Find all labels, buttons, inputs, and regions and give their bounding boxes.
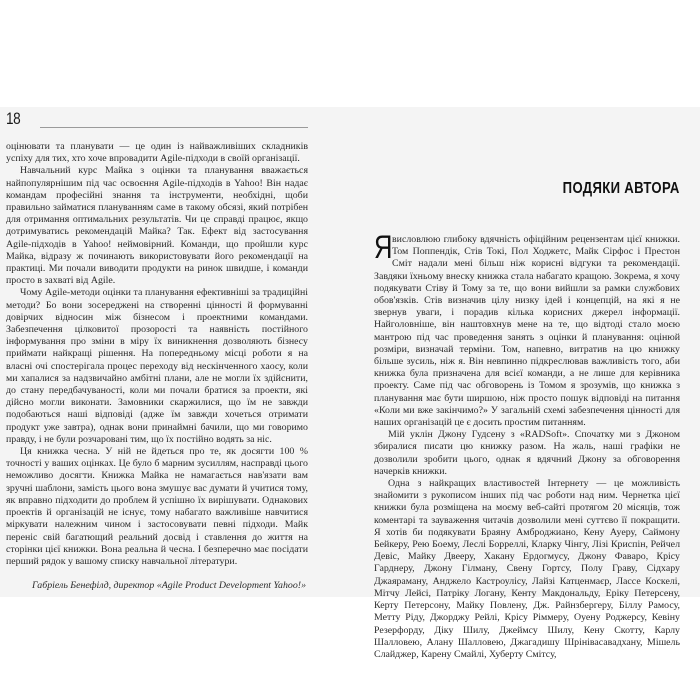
- left-page: [0, 107, 350, 597]
- paragraph: Одна з найкращих властивостей Інтернету — це можливість знайомити з рукописом інших під час роботи над ним. Чернетка цієї книжки була розміщена на моєму веб-сайті протягом 20 місяців, тож коментарі та зауваження читачів дозволили мені суттєво її покращити. Я хотів би подякувати Браяну Амброджиано, Кену Ауеру, Саймону Бейкеру, Рею Боему, Леслі Борреллі, Кларку Чінгу, Лізі Криспін, Рейчел Девіс, Майку Двееру, Хакану Ердогмусу, Джону Фаваро, Крісу Гарднеру, Джону Гілману, Свену Гортсу, Полу Граву, Сідхару Джаярaману, Анджело Кастроулісу, Лайзі Катценмаєр, Лассе Коскелі, Мітчу Лейсі, Патріку Логану, Кенту Макдональду, Еріку Петерсену, Керту Петерсону, Майку Повлену, Дж. Райнзбергеру, Біллу Рамосу, Метту Ріду, Джорджу Рейлі, Крісу Ріммеру, Оуену Роджерсу, Кевіну Резерфорду, Діку Шилу, Джеймсу Шилу, Кену Скотту, Карлу Шалловею, Алану Шалловею, Джагадишу Шрінівасавадхану, Мішель Слайджер, Карену Смайлі, Хуберту Смітсу,: [374, 478, 680, 660]
- paragraph: Чому Agile-методи оцінки та планування ефективніші за традиційні методи? Бо вони зосереджені на створенні цінності й формуванні довірчих відносин між бізнесом і проектними командами. Забезпечення цілковитої прозорості та наявність постійного інформування про зміни в міру їх виникнення дозволяють бізнесу приймати найкращі рішення. На попередньому місці роботи я на власні очі спостерігала процес переходу від нескінченного хаосу, коли ми хапалися за надзвичайно амбітні плани, але не могли їх здійснити, до стану передбачуваності, коли ми почали братися за проекти, які дійсно могли виконати. Замовники скаржилися, що їм не завжди подобаються наші відповіді (адже їм завжди хочеться отримати продукт уже завтра), однак вони принаймні бачили, що ми говоримо правду, і не були розчаровані тим, що їх постійно водять за ніс.: [6, 287, 308, 445]
- book-spread: [0, 107, 700, 660]
- paragraph-text: висловлюю глибоку вдячність офіційним рецензентам цієї книжки. Том Поппендік, Стів Токі, Пол Ходжетс, Майк Сірфос і Престон Сміт надали мені більш ніж корисні відгуки та рекомендації. Завдяки їхньому внеску книжка стала набагато кращою. Зокрема, я хочу подякувати Стіву й Тому за те, що вони вийшли за рамки службових обов'язків. Стів визначив цілу низку ідей і концепцій, на які я не звернув уваги, і порадив кілька корисних джерел інформації. Найголовніше, він наштовхнув мене на те, що відтоді стало моєю мантрою під час проведення занять з оцінки й планування: оцінюй розміри, визначай терміни. Том, напевно, витратив на цю книжку більше зусиль, ніж я. Він невпинно підкреслював важливість того, аби книжка була призначена для всієї команди, а не лише для керівника проекту. Саме під час обговорень із Томом я зрозумів, що книжка з планування має бути ширшою, ніж просто пошук відповіді на питання «Коли ми вже закінчимо?» У загальній схемі забезпечення цінності для наших організацій це є досить простим питанням.: [374, 234, 680, 429]
- paragraph: [374, 229, 680, 429]
- header-rule: [40, 127, 308, 128]
- paragraph: Мій уклін Джону Гудсену з «RADSoft». Спочатку ми з Джоном збиралися писати цю книжку разом. На жаль, наші графіки не дозволили зробити цього, однак я вдячний Джону за обговорення начерків книжки.: [374, 429, 680, 477]
- right-page: [350, 107, 700, 660]
- paragraph: Ця книжка чесна. У ній не йдеться про те, як досягти 100 % точності у ваших оцінках. Це було б марним зусиллям, насправді цього неможливо досягти. Книжка Майка не намагається нав'язати вам зручні шаблони, замість цього вона змушує вас думати й учитися тому, як вправно підходити до проблем й успішно їх вирішувати. Однакових проектів й організацій не існує, тому набагато важливіше навчитися міркувати належним чином і застосовувати певні підходи. Майк переніс свій багатющий реальний досвід і ставлення до життя на сторінки цієї книжки. Вона реальна й чесна. І безперечно має посідати перший рядок у вашому списку навчальної літератури.: [6, 446, 308, 567]
- paragraph: Навчальний курс Майка з оцінки та планування вважається найпопулярнішим під час освоєння Agile-підходів в Yahoo! Він надає командам професійні знання та інструменти, необхідні, щоби правильно займатися плануванням саме в такому обсязі, який потрібен для отримання оптимальних результатів. Чи це справді працює, якщо дотримуватись рекомендацій Майка? Так. Ефект від застосування Agile-підходів в Yahoo! неймовірний. Команди, що пройшли курс Майка, відразу ж починають використовувати його рекомендації на практиці. Ми почали виводити продукти на ринок швидше, і команди просто в захваті від Agile.: [6, 165, 308, 287]
- left-page-body: [6, 141, 308, 592]
- paragraph: оцінювати та планувати — це один із найважливіших складників успіху для тих, хто хоче впровадити Agile-підходи в своїй організації.: [6, 141, 308, 165]
- page-number: 18: [6, 109, 21, 128]
- right-page-body: [374, 229, 680, 661]
- foreword-signature: Габріель Бенефілд, директор «Agile Product Development Yahoo!»: [31, 580, 307, 592]
- drop-cap: Я: [374, 229, 393, 265]
- chapter-title: ПОДЯКИ АВТОРА: [562, 180, 680, 197]
